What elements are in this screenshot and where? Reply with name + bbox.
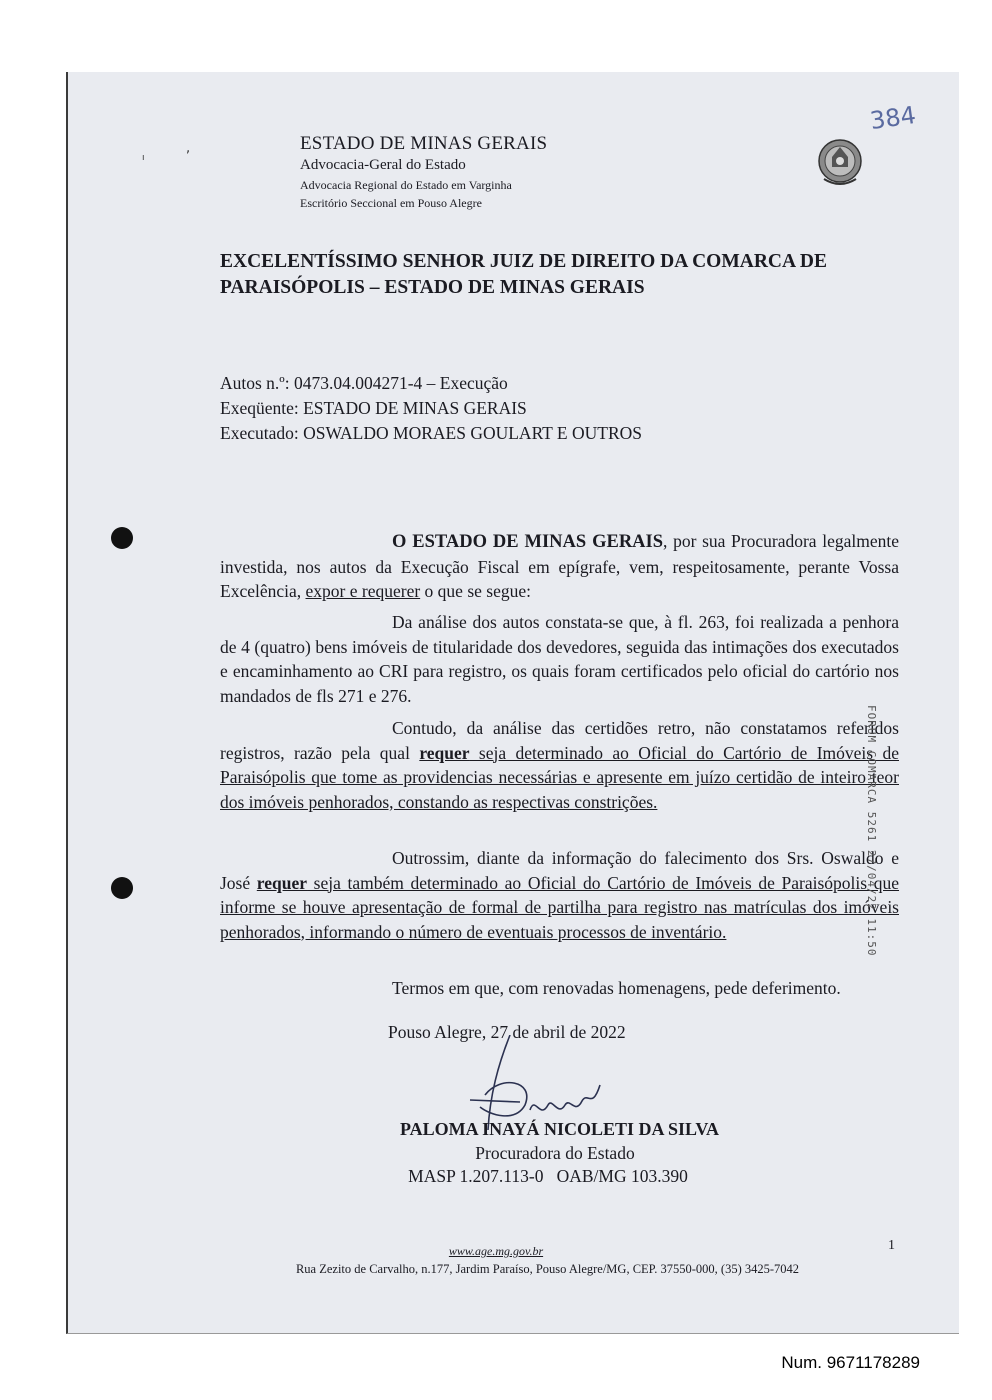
request-2-underlined: seja também determinado ao Oficial do Cartório de Imóveis de Paraisópolis que informe se houve apresentação de formal de partilha para registro nas matrículas dos imóveis penhorados, informando o número de eventuais processos de inventário. (220, 872, 900, 942)
signer-name: PALOMA INAYÁ NICOLETI DA SILVA (399, 1119, 720, 1139)
header-regional: Advocacia Regional do Estado em Varginha (300, 178, 512, 192)
request-1-underlined: seja determinado ao Oficial do Cartório de Imóveis de Paraisópolis que tome as providencias necessárias e apresente em juízo certidão de inteiro teor dos imóveis penhorados, constando as respectivas constrições. (220, 742, 899, 812)
page-number: 1 (888, 1238, 895, 1253)
footer-url: www.age.mg.gov.br (448, 1244, 544, 1258)
scan-mark: ı (142, 153, 145, 163)
intro-text: , por sua Procuradora legalmente investida, nos autos da Execução Fiscal em epígrafe, vem, respeitosamente, perante Vossa Excelência, (220, 531, 899, 601)
intro-text-end: o que se segue: (420, 581, 531, 601)
punch-hole (111, 527, 133, 549)
header-state: ESTADO DE MINAS GERAIS (300, 133, 548, 154)
closing-text: Termos em que, com renovadas homenagens, pede deferimento. (392, 978, 841, 998)
document-number: Num. 9671178289 (781, 1353, 920, 1372)
party-name: O ESTADO DE MINAS GERAIS (392, 532, 664, 552)
request-2-verb: requer (256, 872, 308, 893)
paragraph-penhora (220, 610, 899, 708)
case-defendant: Executado: OSWALDO MORAES GOULART E OUTROS (220, 423, 643, 443)
header-agency: Advocacia-Geral do Estado (300, 157, 466, 173)
request-phrase: expor e requerer (305, 581, 421, 601)
paragraph-intro (220, 529, 899, 604)
header-office: Escritório Seccional em Pouso Alegre (300, 196, 482, 210)
case-info (220, 371, 642, 446)
penhora-text: Da análise dos autos constata-se que, à fl. 263, foi realizada a penhora de 4 (quatro) bens imóveis de titularidade dos devedores, seguida das intimações dos executados e encaminhamento ao CRI para registro, os quais foram certificados pelo oficial do cartório nos mandados de fls 271 e 276. (220, 612, 899, 706)
handwritten-page-number: 384 (868, 100, 918, 136)
signer-role: Procuradora do Estado (475, 1143, 635, 1163)
addressee: EXCELENTÍSSIMO SENHOR JUIZ DE DIREITO DA COMARCA DE PARAISÓPOLIS – ESTADO DE MINAS GERAIS (220, 251, 827, 298)
state-coat-of-arms-icon (816, 135, 864, 189)
paragraph-request-1 (220, 716, 899, 814)
place-date: Pouso Alegre, 27 de abril de 2022 (388, 1022, 626, 1042)
request-1-verb: requer (419, 742, 470, 763)
signer-ids: MASP 1.207.113-0 OAB/MG 103.390 (408, 1166, 688, 1186)
request-2-text: Outrossim, diante da informação do falecimento dos Srs. Oswaldo e José (220, 848, 899, 893)
paragraph-closing (220, 976, 899, 1001)
punch-hole (111, 877, 133, 899)
protocol-stamp: FORUM COMARCA 5261 27/04/22 11:50 (865, 705, 878, 957)
case-plaintiff: Exeqüente: ESTADO DE MINAS GERAIS (220, 398, 527, 418)
scan-mark: , (186, 141, 191, 156)
case-number: Autos n.º: 0473.04.004271-4 – Execução (220, 373, 508, 393)
footer-address: Rua Zezito de Carvalho, n.177, Jardim Paraíso, Pouso Alegre/MG, CEP. 37550-000, (35) 3425-7042 (295, 1262, 800, 1276)
request-1-text: Contudo, da análise das certidões retro, não constatamos referidos registros, razão pela qual (220, 718, 899, 763)
paragraph-request-2 (220, 846, 899, 944)
